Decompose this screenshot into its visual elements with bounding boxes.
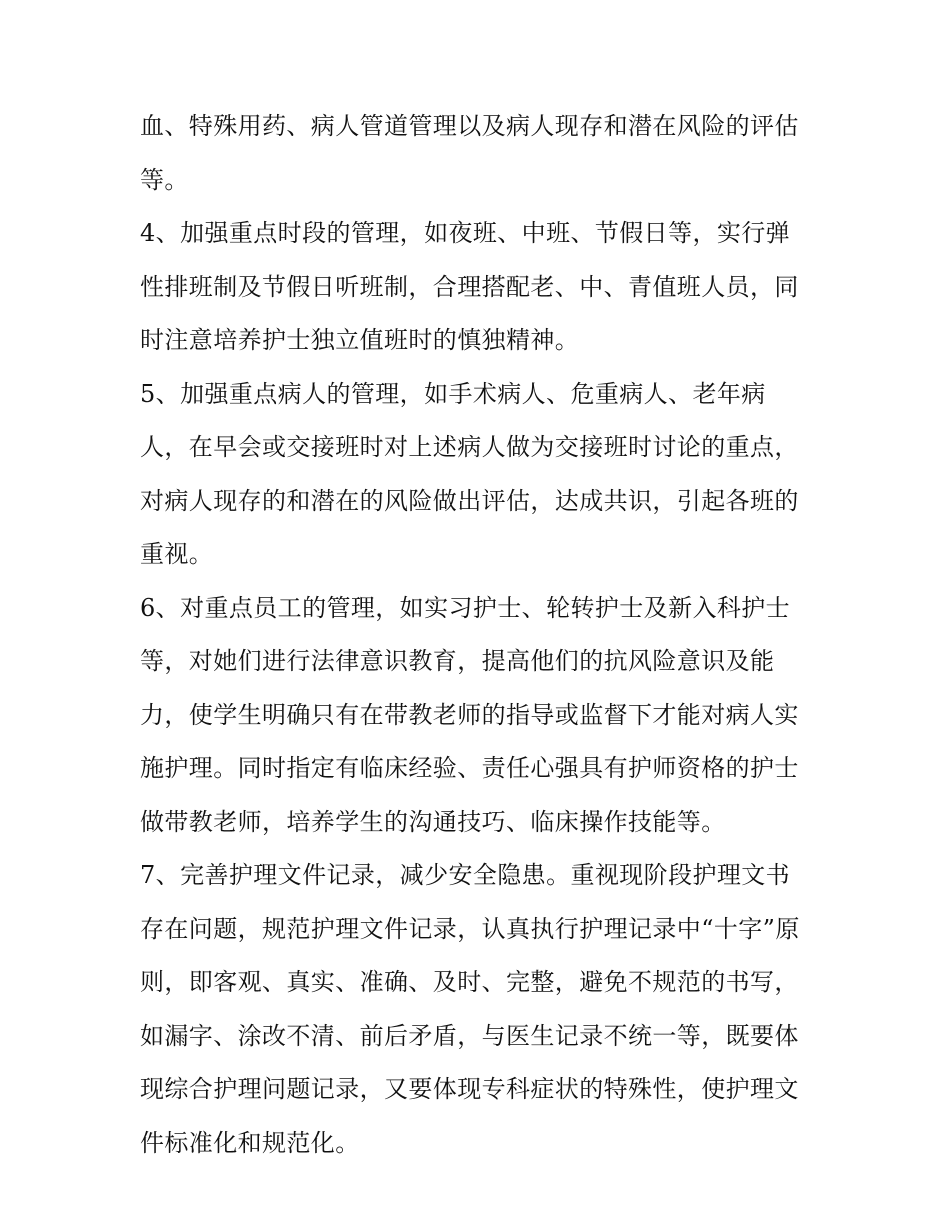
text-line: 等。 [140,165,189,194]
text-line: 人，在早会或交接班时对上述病人做为交接班时讨论的重点， [140,433,799,461]
text-line: 等，对她们进行法律意识教育，提高他们的抗风险意识及能 [140,647,775,675]
text-line: 重视。 [140,540,214,568]
text-line: 存在问题，规范护理文件记录，认真执行护理记录中“十字”原 [140,914,800,943]
text-line: 则，即客观、真实、准确、及时、完整，避免不规范的书写， [140,968,799,996]
text-line: 性排班制及节假日听班制，合理搭配老、中、青值班人员，同 [140,272,799,301]
text-line: 现综合护理问题记录，又要体现专科症状的特殊性，使护理文 [140,1075,799,1103]
text-line: 时注意培养护士独立值班时的慎独精神。 [140,326,580,354]
text-line: 施护理。同时指定有临床经验、责任心强具有护师资格的护士 [140,754,799,782]
text-line: 如漏字、涂改不清、前后矛盾，与医生记录不统一等，既要体 [140,1021,799,1050]
text-line: 件标准化和规范化。 [140,1128,360,1157]
text-line: 7、完善护理文件记录，减少安全隐患。重视现阶段护理文书 [140,861,791,889]
text-line: 血、特殊用药、病人管道管理以及病人现存和潜在风险的评估 [140,112,799,140]
text-line: 4、加强重点时段的管理，如夜班、中班、节假日等，实行弹 [140,219,791,247]
text-line: 力，使学生明确只有在带教老师的指导或监督下才能对病人实 [140,700,799,729]
document-body [140,100,820,1170]
text-line: 6、对重点员工的管理，如实习护士、轮转护士及新入科护士 [140,593,791,622]
text-line: 对病人现存的和潜在的风险做出评估，达成共识，引起各班的 [140,486,799,515]
text-line: 做带教老师，培养学生的沟通技巧、临床操作技能等。 [140,807,726,836]
text-line: 5、加强重点病人的管理，如手术病人、危重病人、老年病 [140,379,766,408]
